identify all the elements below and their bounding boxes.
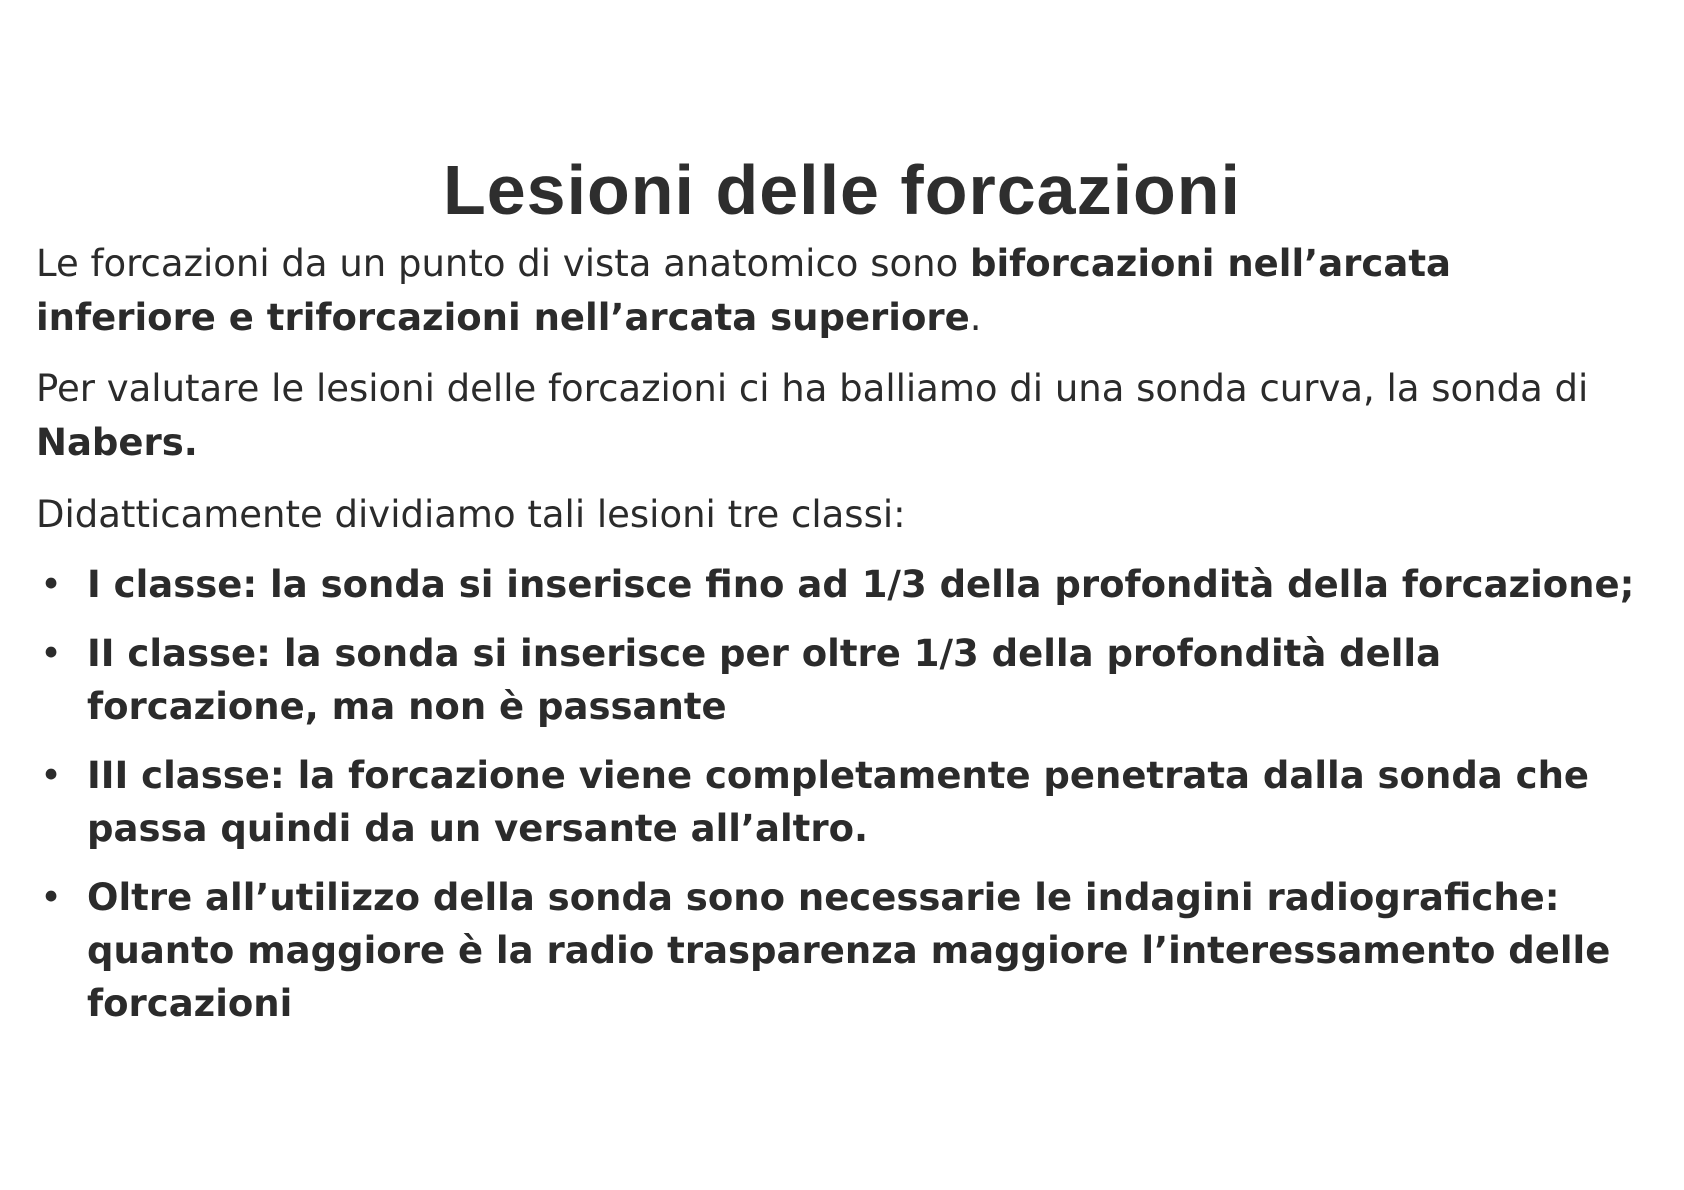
bullet-icon: •: [40, 876, 62, 919]
list-item-text: I classe: la sonda si inserisce fino ad 1/3 della profondità della forcazione;: [87, 563, 1635, 606]
bullet-icon: •: [40, 754, 62, 797]
intro-end: .: [969, 296, 982, 339]
bullet-icon: •: [40, 563, 62, 606]
list-item: [36, 749, 1656, 855]
list-item-text: II classe: la sonda si inserisce per oltre 1/3 della profondità della forcazione, ma non è passante: [87, 632, 1442, 728]
intro-bold-text: biforcazioni nell’arcata inferiore e triforcazioni nell’arcata superiore: [36, 242, 1451, 339]
probe-text: Per valutare le lesioni delle forcazioni ci ha balliamo di una sonda curva, la sonda di: [36, 367, 1589, 410]
slide-title: Lesioni delle forcazioni: [442, 150, 1242, 229]
list-item-text: Oltre all’utilizzo della sonda sono necessarie le indagini radiografiche: quanto maggiore è la radio trasparenza maggiore l’interessamento delle forcazioni: [87, 876, 1611, 1025]
bullet-icon: •: [40, 632, 62, 675]
probe-paragraph: [36, 362, 1636, 470]
list-item: [36, 558, 1656, 611]
classes-intro: Didatticamente dividiamo tali lesioni tre classi:: [36, 493, 906, 536]
list-item: [36, 627, 1656, 733]
class-list: [36, 558, 1656, 1030]
list-item: [36, 871, 1656, 1030]
intro-text: Le forcazioni da un punto di vista anatomico sono: [36, 242, 970, 285]
intro-paragraph: [36, 237, 1636, 345]
list-item-text: III classe: la forcazione viene completamente penetrata dalla sonda che passa quindi da un versante all’altro.: [87, 754, 1590, 850]
probe-name: Nabers.: [36, 421, 198, 464]
